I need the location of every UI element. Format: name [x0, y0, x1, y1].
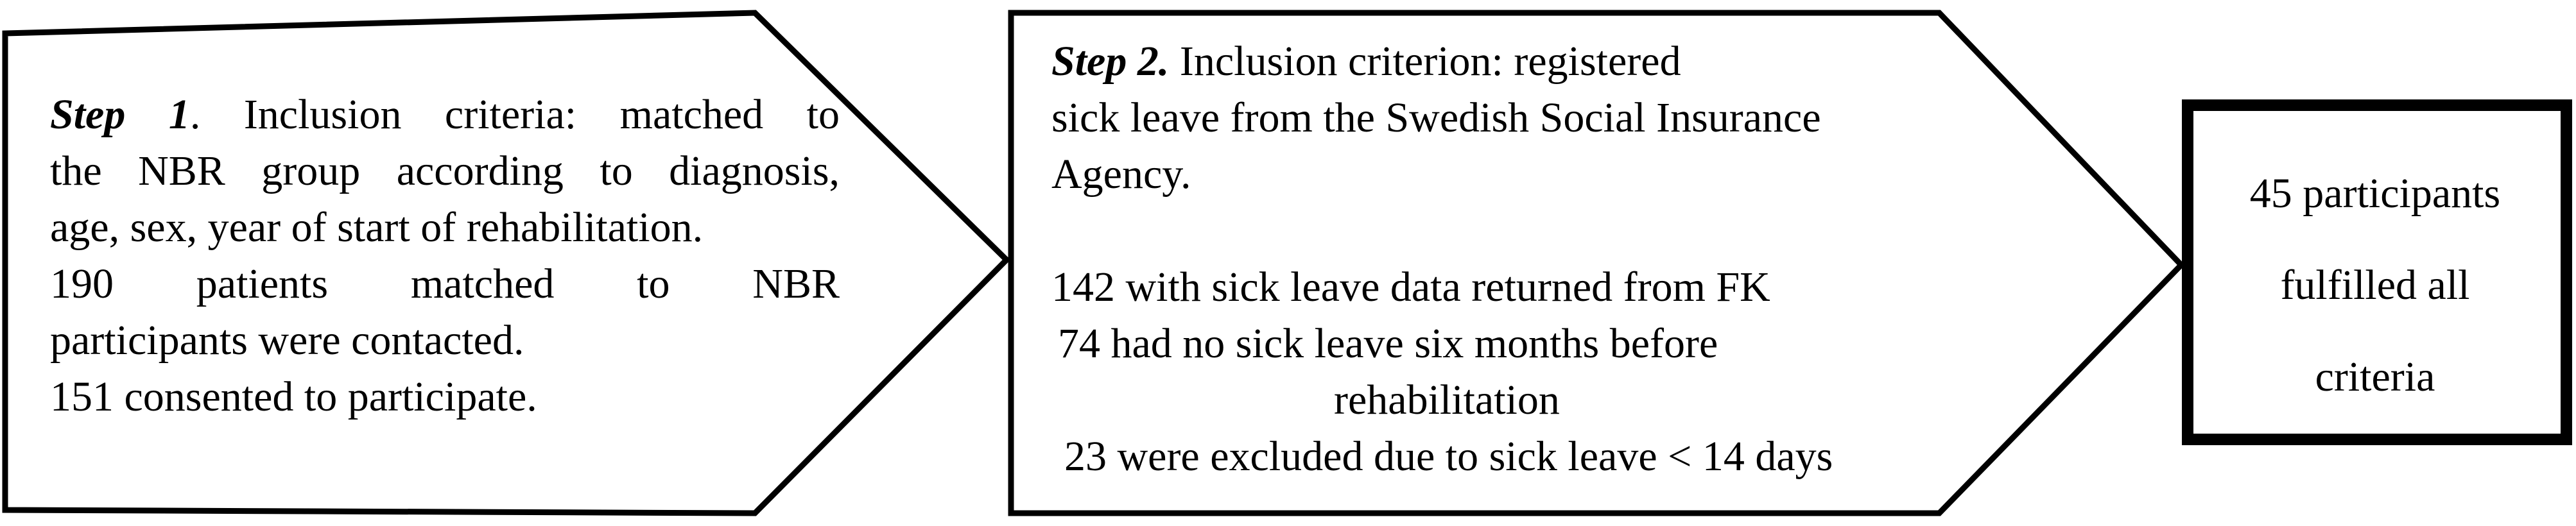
step2-line-7: 23 were excluded due to sick leave < 14 days — [1064, 433, 1833, 480]
step2-line-2: sick leave from the Swedish Social Insurance — [1051, 94, 1821, 141]
step1-label: Step 1 — [50, 91, 190, 138]
result-text — [2195, 148, 2555, 423]
result-line-3: criteria — [2315, 353, 2435, 400]
step2-line-3: Agency. — [1051, 151, 1191, 198]
step1-line-1 — [50, 87, 840, 143]
step2-line-6: rehabilitation — [1334, 377, 1560, 423]
step1-criteria-text: . Inclusion criteria: matched to — [189, 91, 840, 138]
step2-line-1 — [1051, 33, 2079, 90]
step1-line-6: 151 consented to participate. — [50, 373, 537, 420]
step2-label: Step 2. — [1051, 38, 1170, 85]
step2-spacer — [1051, 203, 2079, 259]
step2-text — [1051, 33, 2079, 485]
step1-text — [50, 87, 840, 425]
result-line-1: 45 participants — [2249, 170, 2501, 217]
step2-line-5: 74 had no sick leave six months before — [1058, 320, 1718, 367]
step1-line-5: participants were contacted. — [50, 317, 524, 364]
step1-line-3: age, sex, year of start of rehabilitation. — [50, 204, 704, 251]
step2-line-4: 142 with sick leave data returned from FK — [1051, 264, 1770, 310]
step1-line-4: 190 patients matched to NBR — [50, 260, 840, 307]
result-line-2: fulfilled all — [2280, 262, 2470, 309]
step1-line-2: the NBR group according to diagnosis, — [50, 148, 840, 194]
step2-criteria-text: Inclusion criterion: registered — [1169, 38, 1681, 85]
